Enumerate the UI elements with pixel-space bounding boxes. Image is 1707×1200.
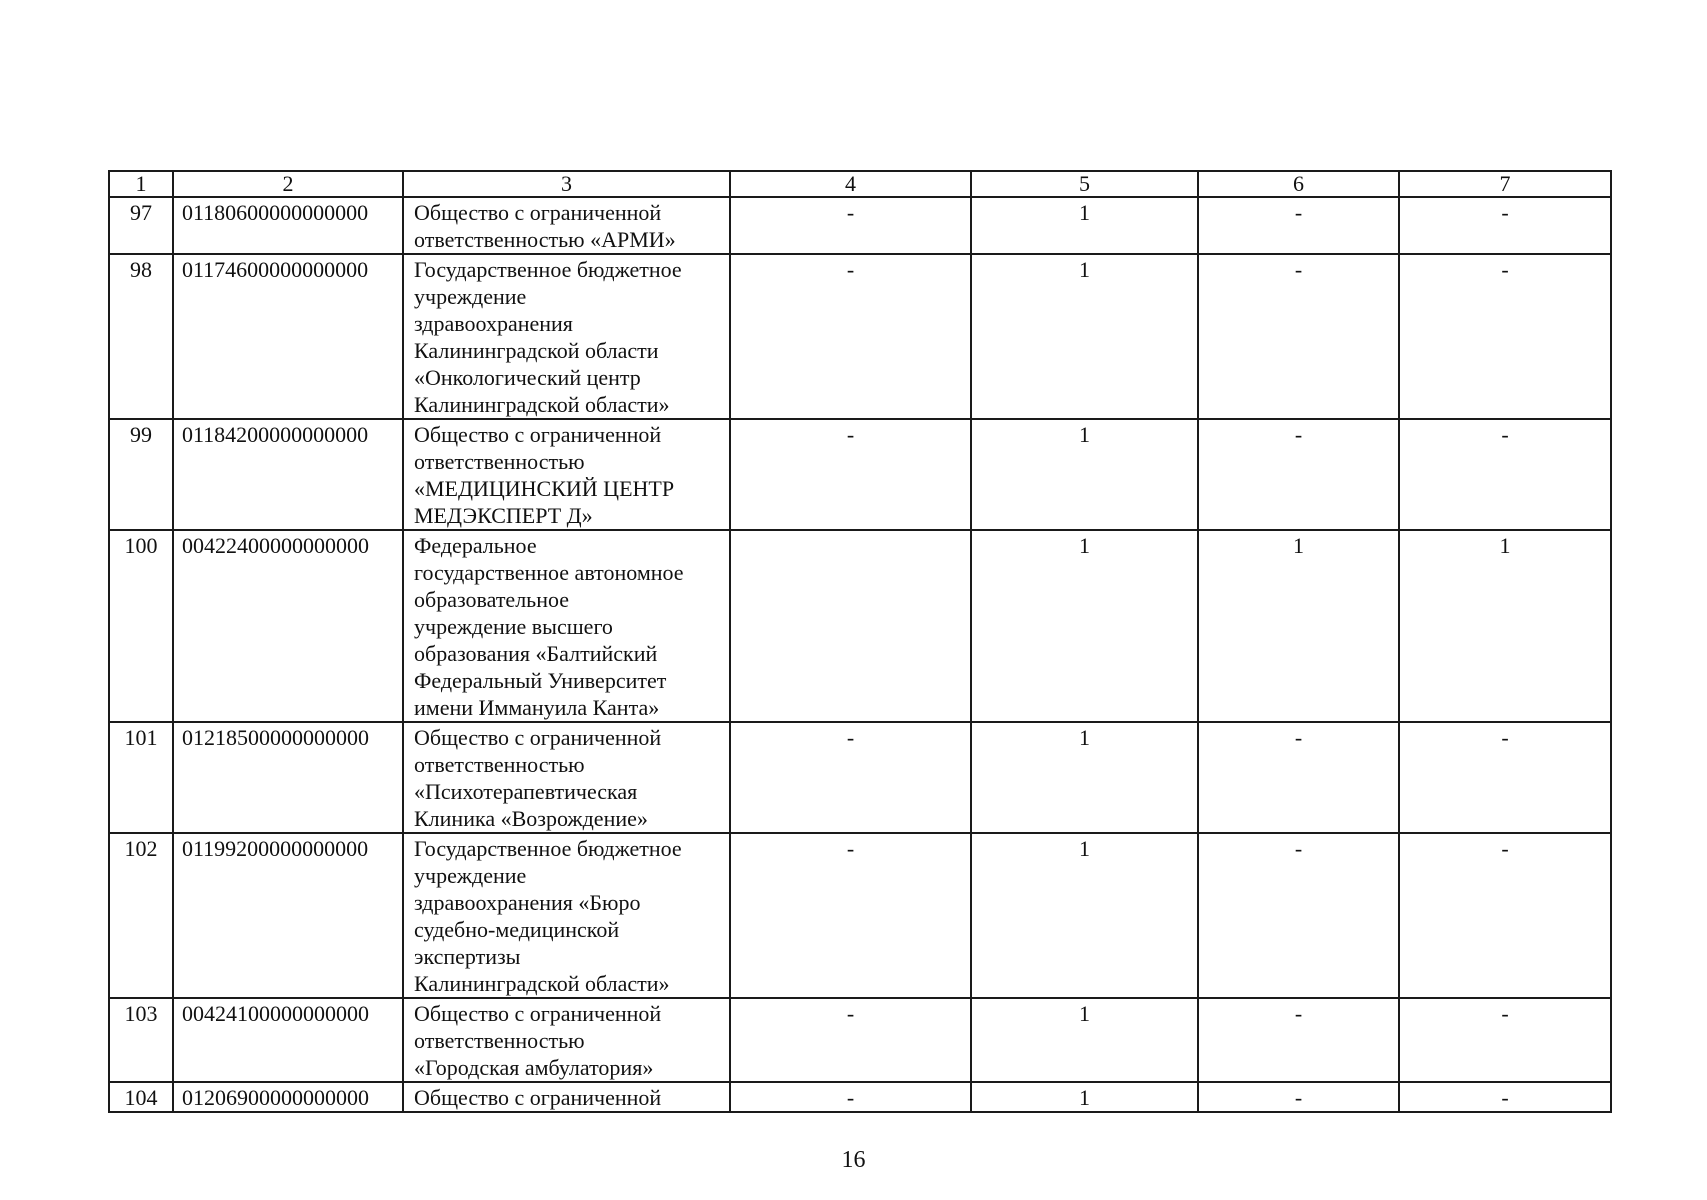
registry-code-cell: 00422400000000000 [173, 530, 403, 722]
organization-name-cell [403, 998, 730, 1082]
organization-name-cell [403, 530, 730, 722]
row-number-cell: 102 [109, 833, 173, 998]
header-cell: 6 [1198, 171, 1399, 197]
table-body [109, 171, 1611, 1112]
organization-name-line: Федеральный Университет [414, 668, 667, 693]
registry-code-cell: 01199200000000000 [173, 833, 403, 998]
organization-name-line: Государственное бюджетное [414, 257, 682, 282]
organization-name-line: МЕДЭКСПЕРТ Д» [414, 503, 593, 528]
organization-name-line: Калининградской области» [414, 392, 670, 417]
organization-name-line: ответственностью «АРМИ» [414, 227, 676, 252]
column-7-cell: - [1399, 833, 1611, 998]
registry-code-cell: 00424100000000000 [173, 998, 403, 1082]
column-5-cell: 1 [971, 197, 1198, 254]
organization-name-line: государственное автономное [414, 560, 684, 585]
organization-name-line: «Психотерапевтическая [414, 779, 638, 804]
header-cell: 3 [403, 171, 730, 197]
column-4-cell: - [730, 197, 971, 254]
organization-name-cell [403, 1082, 730, 1112]
header-cell: 7 [1399, 171, 1611, 197]
organization-name-line: учреждение высшего [414, 614, 613, 639]
organization-name-cell [403, 419, 730, 530]
column-7-cell: - [1399, 419, 1611, 530]
column-4-cell: - [730, 833, 971, 998]
table-row [109, 1082, 1611, 1112]
column-7-cell: - [1399, 254, 1611, 419]
column-5-cell: 1 [971, 1082, 1198, 1112]
organization-name-line: образования «Балтийский [414, 641, 658, 666]
column-5-cell: 1 [971, 530, 1198, 722]
column-7-cell: 1 [1399, 530, 1611, 722]
column-4-cell: - [730, 998, 971, 1082]
page-number: 16 [841, 1147, 866, 1173]
column-7-cell: - [1399, 722, 1611, 833]
table-row [109, 530, 1611, 722]
column-4-cell: - [730, 722, 971, 833]
registry-code-cell: 01184200000000000 [173, 419, 403, 530]
registry-code-cell: 01218500000000000 [173, 722, 403, 833]
column-7-cell: - [1399, 197, 1611, 254]
table-row [109, 722, 1611, 833]
data-table [108, 170, 1612, 1113]
column-5-cell: 1 [971, 419, 1198, 530]
column-4-cell [730, 530, 971, 722]
organization-name-cell [403, 833, 730, 998]
header-cell: 2 [173, 171, 403, 197]
column-6-cell: - [1198, 998, 1399, 1082]
organization-name-line: здравоохранения [414, 311, 573, 336]
organization-name-line: судебно-медицинской [414, 917, 620, 942]
organization-name-line: Общество с ограниченной [414, 725, 662, 750]
table-row [109, 254, 1611, 419]
organization-name-line: имени Иммануила Канта» [414, 695, 660, 720]
row-number-cell: 97 [109, 197, 173, 254]
column-5-cell: 1 [971, 722, 1198, 833]
organization-name-line: Клиника «Возрождение» [414, 806, 648, 831]
registry-code-cell: 01206900000000000 [173, 1082, 403, 1112]
row-number-cell: 100 [109, 530, 173, 722]
column-7-cell: - [1399, 998, 1611, 1082]
column-6-cell: - [1198, 419, 1399, 530]
table-row [109, 197, 1611, 254]
column-6-cell: - [1198, 197, 1399, 254]
organization-name-line: Государственное бюджетное [414, 836, 682, 861]
organization-name-line: Общество с ограниченной [414, 1085, 662, 1110]
column-5-cell: 1 [971, 254, 1198, 419]
organization-name-cell [403, 197, 730, 254]
organization-name-cell [403, 254, 730, 419]
column-4-cell: - [730, 419, 971, 530]
organization-name-line: учреждение [414, 863, 527, 888]
organization-name-line: образовательное [414, 587, 570, 612]
registry-code-cell: 01180600000000000 [173, 197, 403, 254]
organization-name-line: «Городская амбулатория» [414, 1055, 654, 1080]
column-7-cell: - [1399, 1082, 1611, 1112]
column-6-cell: - [1198, 833, 1399, 998]
row-number-cell: 101 [109, 722, 173, 833]
header-cell: 5 [971, 171, 1198, 197]
header-cell: 4 [730, 171, 971, 197]
column-6-cell: 1 [1198, 530, 1399, 722]
column-5-cell: 1 [971, 998, 1198, 1082]
organization-name-line: Калининградской области [414, 338, 659, 363]
organization-name-line: Общество с ограниченной [414, 1001, 662, 1026]
organization-name-line: ответственностью [414, 1028, 585, 1053]
column-6-cell: - [1198, 254, 1399, 419]
registry-code-cell: 01174600000000000 [173, 254, 403, 419]
column-6-cell: - [1198, 1082, 1399, 1112]
organization-name-line: Федеральное [414, 533, 537, 558]
row-number-cell: 103 [109, 998, 173, 1082]
table-row [109, 998, 1611, 1082]
table-row [109, 419, 1611, 530]
organization-name-cell [403, 722, 730, 833]
organization-name-line: Общество с ограниченной [414, 200, 662, 225]
organization-name-line: Общество с ограниченной [414, 422, 662, 447]
column-4-cell: - [730, 1082, 971, 1112]
column-4-cell: - [730, 254, 971, 419]
header-cell: 1 [109, 171, 173, 197]
organization-name-line: ответственностью [414, 752, 585, 777]
organization-name-line: Калининградской области» [414, 971, 670, 996]
organization-name-line: «МЕДИЦИНСКИЙ ЦЕНТР [414, 476, 675, 501]
organization-name-line: «Онкологический центр [414, 365, 641, 390]
table-row [109, 833, 1611, 998]
column-6-cell: - [1198, 722, 1399, 833]
organization-name-line: здравоохранения «Бюро [414, 890, 641, 915]
column-5-cell: 1 [971, 833, 1198, 998]
row-number-cell: 98 [109, 254, 173, 419]
organization-name-line: экспертизы [414, 944, 521, 969]
organization-name-line: учреждение [414, 284, 527, 309]
header-row [109, 171, 1611, 197]
organization-name-line: ответственностью [414, 449, 585, 474]
row-number-cell: 99 [109, 419, 173, 530]
row-number-cell: 104 [109, 1082, 173, 1112]
